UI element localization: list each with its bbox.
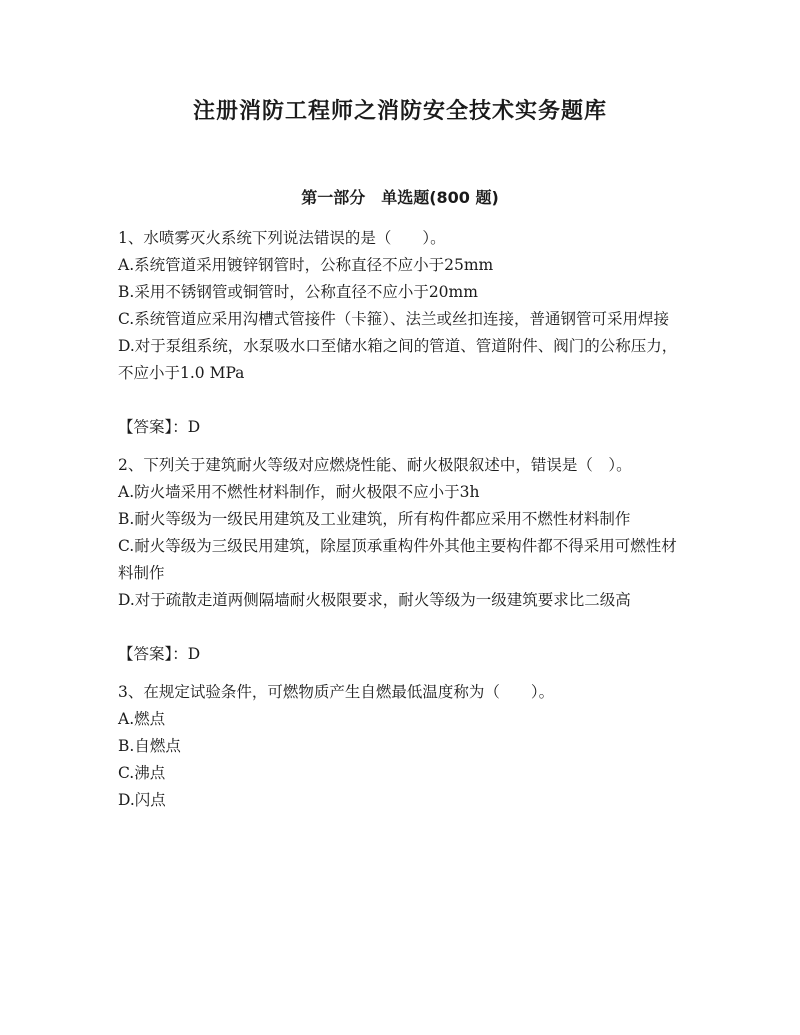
option-a: A.系统管道采用镀锌钢管时，公称直径不应小于25mm: [118, 256, 494, 274]
question-list: [118, 225, 683, 814]
question-stem: 1、水喷雾灭火系统下列说法错误的是（ ）。: [118, 229, 446, 247]
question-2: [118, 452, 683, 668]
question-1: [118, 225, 683, 441]
option-c: C.耐火等级为三级民用建筑，除屋顶承重构件外其他主要构件都不得采用可燃性材料制作: [118, 537, 677, 582]
answer-line: 【答案】：D: [118, 418, 201, 436]
question-stem: 3、在规定试验条件，可燃物质产生自燃最低温度称为（ ）。: [118, 683, 555, 701]
section-title: 第一部分 单选题(800 题): [301, 188, 499, 207]
question-stem: 2、下列关于建筑耐火等级对应燃烧性能、耐火极限叙述中，错误是（ ）。: [118, 456, 632, 474]
option-a: A.燃点: [118, 710, 166, 728]
question-3: [118, 679, 683, 814]
option-d: D.闪点: [118, 791, 166, 809]
option-a: A.防火墙采用不燃性材料制作，耐火极限不应小于3h: [118, 483, 480, 501]
page-title: 注册消防工程师之消防安全技术实务题库: [192, 99, 607, 124]
option-b: B.自燃点: [118, 737, 181, 755]
option-c: C.系统管道应采用沟槽式管接件（卡箍）、法兰或丝扣连接，普通钢管可采用焊接: [118, 310, 669, 328]
option-c: C.沸点: [118, 764, 166, 782]
option-d: D.对于疏散走道两侧隔墙耐火极限要求，耐火等级为一级建筑要求比二级高: [118, 591, 631, 609]
option-b: B.耐火等级为一级民用建筑及工业建筑，所有构件都应采用不燃性材料制作: [118, 510, 631, 528]
answer-line: 【答案】：D: [118, 645, 201, 663]
option-d: D.对于泵组系统，水泵吸水口至储水箱之间的管道、管道附件、阀门的公称压力，不应小于1.0 MPa: [118, 337, 678, 382]
option-b: B.采用不锈钢管或铜管时，公称直径不应小于20mm: [118, 283, 478, 301]
